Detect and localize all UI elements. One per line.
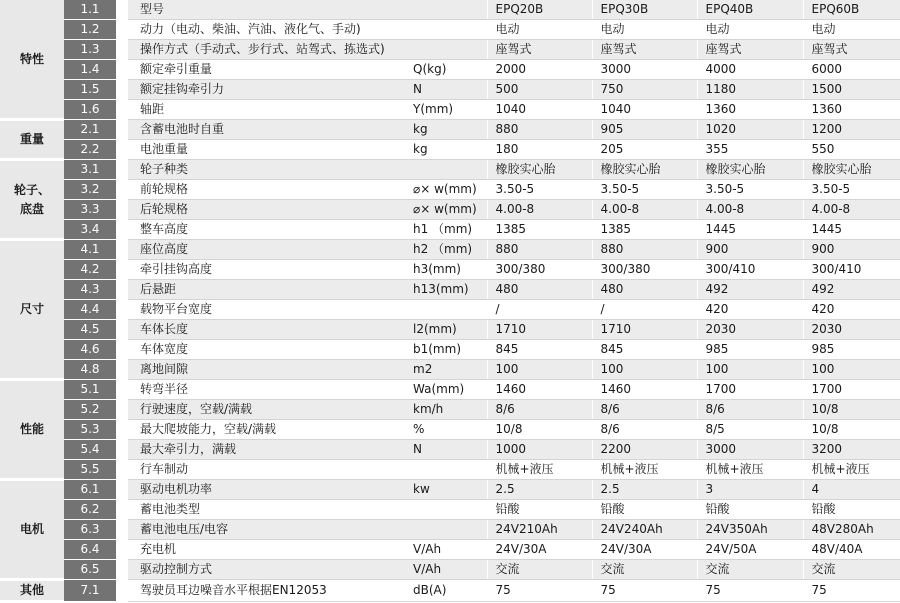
spec-row [0, 560, 900, 580]
model-value: 300/380 [487, 260, 592, 280]
model-value: 24V/30A [592, 540, 697, 560]
gutter [116, 300, 128, 320]
row-number: 6.1 [64, 480, 116, 500]
section-label: 特性 [0, 0, 64, 120]
model-value: 2000 [487, 60, 592, 80]
row-number: 4.8 [64, 360, 116, 380]
spec-row [0, 460, 900, 480]
model-value: 2200 [592, 440, 697, 460]
model-value: 交流 [592, 560, 697, 580]
model-value: 机械+液压 [803, 460, 900, 480]
item-label: 转弯半径 [128, 380, 405, 400]
model-value: 1000 [487, 440, 592, 460]
gutter [116, 20, 128, 40]
unit-label: b1(mm) [405, 340, 487, 360]
unit-label [405, 0, 487, 20]
item-label: 额定牵引重量 [128, 60, 405, 80]
spec-row [0, 520, 900, 540]
item-label: 充电机 [128, 540, 405, 560]
spec-row [0, 300, 900, 320]
spec-row [0, 140, 900, 160]
model-value: 420 [697, 300, 803, 320]
item-label: 车体宽度 [128, 340, 405, 360]
model-value: 3.50-5 [487, 180, 592, 200]
model-value: 1180 [697, 80, 803, 100]
spec-row [0, 60, 900, 80]
model-value: 75 [803, 580, 900, 602]
model-value: 8/6 [697, 400, 803, 420]
model-value: 1360 [697, 100, 803, 120]
model-value: 2.5 [592, 480, 697, 500]
model-value: EPQ20B [487, 0, 592, 20]
item-label: 额定挂钩牵引力 [128, 80, 405, 100]
model-value: 24V350Ah [697, 520, 803, 540]
unit-label: h13(mm) [405, 280, 487, 300]
item-label: 操作方式（手动式、步行式、站驾式、拣选式) [128, 40, 405, 60]
unit-label: h3(mm) [405, 260, 487, 280]
spec-row [0, 40, 900, 60]
model-value: 1040 [592, 100, 697, 120]
model-value: 1385 [487, 220, 592, 240]
item-label: 电池重量 [128, 140, 405, 160]
unit-label: N [405, 440, 487, 460]
model-value: 铅酸 [803, 500, 900, 520]
model-value: 1700 [803, 380, 900, 400]
model-value: 48V/40A [803, 540, 900, 560]
spec-row [0, 320, 900, 340]
item-label: 含蓄电池时自重 [128, 120, 405, 140]
unit-label [405, 160, 487, 180]
gutter [116, 140, 128, 160]
unit-label [405, 20, 487, 40]
row-number: 4.1 [64, 240, 116, 260]
gutter [116, 320, 128, 340]
item-label: 离地间隙 [128, 360, 405, 380]
item-label: 前轮规格 [128, 180, 405, 200]
model-value: 1710 [592, 320, 697, 340]
row-number: 1.6 [64, 100, 116, 120]
model-value: EPQ40B [697, 0, 803, 20]
spec-row [0, 540, 900, 560]
model-value: 1020 [697, 120, 803, 140]
gutter [116, 80, 128, 100]
row-number: 1.1 [64, 0, 116, 20]
model-value: 橡胶实心胎 [697, 160, 803, 180]
unit-label: Wa(mm) [405, 380, 487, 400]
model-value: 电动 [487, 20, 592, 40]
model-value: 985 [697, 340, 803, 360]
row-number: 3.2 [64, 180, 116, 200]
model-value: 3.50-5 [803, 180, 900, 200]
unit-label: V/Ah [405, 560, 487, 580]
model-value: 4 [803, 480, 900, 500]
item-label: 行驶速度，空载/满载 [128, 400, 405, 420]
model-value: 3000 [592, 60, 697, 80]
model-value: 3 [697, 480, 803, 500]
model-value: EPQ60B [803, 0, 900, 20]
model-value: 1700 [697, 380, 803, 400]
unit-label: dB(A) [405, 580, 487, 602]
item-label: 型号 [128, 0, 405, 20]
gutter [116, 580, 128, 602]
model-value: 电动 [592, 20, 697, 40]
model-value: 4.00-8 [487, 200, 592, 220]
gutter [116, 160, 128, 180]
unit-label [405, 460, 487, 480]
unit-label: ⌀× w(mm) [405, 180, 487, 200]
item-label: 最大牵引力，满载 [128, 440, 405, 460]
item-label: 蓄电池类型 [128, 500, 405, 520]
model-value: 2030 [803, 320, 900, 340]
gutter [116, 120, 128, 140]
spec-row [0, 480, 900, 500]
gutter [116, 560, 128, 580]
model-value: 900 [697, 240, 803, 260]
model-value: 电动 [697, 20, 803, 40]
row-number: 5.5 [64, 460, 116, 480]
model-value: 交流 [697, 560, 803, 580]
model-value: 1460 [487, 380, 592, 400]
unit-label: % [405, 420, 487, 440]
row-number: 3.3 [64, 200, 116, 220]
section-label: 电机 [0, 480, 64, 580]
section-label: 其他 [0, 580, 64, 602]
item-label: 牵引挂钩高度 [128, 260, 405, 280]
model-value: 4.00-8 [803, 200, 900, 220]
spec-row [0, 280, 900, 300]
model-value: 48V280Ah [803, 520, 900, 540]
model-value: 铅酸 [592, 500, 697, 520]
model-value: 8/6 [592, 400, 697, 420]
model-value: 1200 [803, 120, 900, 140]
unit-label: N [405, 80, 487, 100]
spec-row [0, 0, 900, 20]
gutter [116, 180, 128, 200]
model-value: 24V/50A [697, 540, 803, 560]
unit-label [405, 300, 487, 320]
model-value: EPQ30B [592, 0, 697, 20]
row-number: 3.1 [64, 160, 116, 180]
spec-row [0, 80, 900, 100]
gutter [116, 240, 128, 260]
unit-label: kw [405, 480, 487, 500]
gutter [116, 280, 128, 300]
row-number: 4.6 [64, 340, 116, 360]
unit-label: Y(mm) [405, 100, 487, 120]
item-label: 后悬距 [128, 280, 405, 300]
gutter [116, 400, 128, 420]
row-number: 4.4 [64, 300, 116, 320]
row-number: 2.1 [64, 120, 116, 140]
model-value: 4000 [697, 60, 803, 80]
row-number: 7.1 [64, 580, 116, 602]
section-label: 尺寸 [0, 240, 64, 380]
unit-label: V/Ah [405, 540, 487, 560]
model-value: 8/5 [697, 420, 803, 440]
gutter [116, 100, 128, 120]
section-label: 重量 [0, 120, 64, 160]
row-number: 5.1 [64, 380, 116, 400]
row-number: 6.3 [64, 520, 116, 540]
item-label: 最大爬坡能力，空载/满载 [128, 420, 405, 440]
model-value: 75 [697, 580, 803, 602]
model-value: 985 [803, 340, 900, 360]
row-number: 5.4 [64, 440, 116, 460]
spec-row [0, 120, 900, 140]
gutter [116, 380, 128, 400]
gutter [116, 260, 128, 280]
spec-row [0, 400, 900, 420]
model-value: 座驾式 [803, 40, 900, 60]
model-value: 3.50-5 [592, 180, 697, 200]
section-label: 性能 [0, 380, 64, 480]
model-value: 880 [592, 240, 697, 260]
model-value: 900 [803, 240, 900, 260]
item-label: 座位高度 [128, 240, 405, 260]
unit-label [405, 40, 487, 60]
model-value: 橡胶实心胎 [487, 160, 592, 180]
item-label: 整车高度 [128, 220, 405, 240]
spec-row [0, 500, 900, 520]
model-value: 75 [487, 580, 592, 602]
model-value: 420 [803, 300, 900, 320]
model-value: 1040 [487, 100, 592, 120]
model-value: 750 [592, 80, 697, 100]
model-value: 8/6 [592, 420, 697, 440]
model-value: 10/8 [803, 420, 900, 440]
spec-row [0, 340, 900, 360]
row-number: 6.4 [64, 540, 116, 560]
model-value: 4.00-8 [592, 200, 697, 220]
model-value: 480 [592, 280, 697, 300]
unit-label: kg [405, 140, 487, 160]
unit-label: h2 （mm) [405, 240, 487, 260]
gutter [116, 460, 128, 480]
spec-row [0, 200, 900, 220]
model-value: 24V240Ah [592, 520, 697, 540]
model-value: 492 [803, 280, 900, 300]
model-value: 355 [697, 140, 803, 160]
model-value: 845 [487, 340, 592, 360]
row-number: 1.2 [64, 20, 116, 40]
model-value: 905 [592, 120, 697, 140]
row-number: 1.4 [64, 60, 116, 80]
gutter [116, 340, 128, 360]
model-value: 3000 [697, 440, 803, 460]
item-label: 车体长度 [128, 320, 405, 340]
model-value: 880 [487, 120, 592, 140]
model-value: 8/6 [487, 400, 592, 420]
model-value: 480 [487, 280, 592, 300]
spec-row [0, 240, 900, 260]
row-number: 4.5 [64, 320, 116, 340]
unit-label: Q(kg) [405, 60, 487, 80]
model-value: 6000 [803, 60, 900, 80]
gutter [116, 360, 128, 380]
model-value: 100 [697, 360, 803, 380]
gutter [116, 540, 128, 560]
gutter [116, 200, 128, 220]
gutter [116, 520, 128, 540]
model-value: 550 [803, 140, 900, 160]
row-number: 4.3 [64, 280, 116, 300]
gutter [116, 40, 128, 60]
spec-row [0, 20, 900, 40]
unit-label: ⌀× w(mm) [405, 200, 487, 220]
spec-row [0, 420, 900, 440]
model-value: 1710 [487, 320, 592, 340]
model-value: 24V/30A [487, 540, 592, 560]
row-number: 3.4 [64, 220, 116, 240]
model-value: 180 [487, 140, 592, 160]
gutter [116, 0, 128, 20]
model-value: 橡胶实心胎 [803, 160, 900, 180]
item-label: 蓄电池电压/电容 [128, 520, 405, 540]
unit-label: m2 [405, 360, 487, 380]
section-label: 轮子、 底盘 [0, 160, 64, 240]
spec-row [0, 440, 900, 460]
model-value: 100 [487, 360, 592, 380]
spec-row [0, 360, 900, 380]
model-value: 座驾式 [697, 40, 803, 60]
model-value: 300/410 [803, 260, 900, 280]
model-value: 300/380 [592, 260, 697, 280]
model-value: 75 [592, 580, 697, 602]
unit-label: km/h [405, 400, 487, 420]
model-value: 3.50-5 [697, 180, 803, 200]
item-label: 轮子种类 [128, 160, 405, 180]
unit-label: l2(mm) [405, 320, 487, 340]
unit-label: h1 （mm) [405, 220, 487, 240]
model-value: 铅酸 [697, 500, 803, 520]
item-label: 驱动控制方式 [128, 560, 405, 580]
model-value: 1500 [803, 80, 900, 100]
gutter [116, 60, 128, 80]
model-value: 交流 [803, 560, 900, 580]
model-value: 1445 [803, 220, 900, 240]
row-number: 1.5 [64, 80, 116, 100]
model-value: 3200 [803, 440, 900, 460]
row-number: 6.2 [64, 500, 116, 520]
model-value: 24V210Ah [487, 520, 592, 540]
model-value: 492 [697, 280, 803, 300]
model-value: 电动 [803, 20, 900, 40]
model-value: 845 [592, 340, 697, 360]
unit-label [405, 500, 487, 520]
item-label: 动力（电动、柴油、汽油、液化气、手动) [128, 20, 405, 40]
model-value: 机械+液压 [592, 460, 697, 480]
gutter [116, 220, 128, 240]
spec-row [0, 220, 900, 240]
item-label: 载物平台宽度 [128, 300, 405, 320]
item-label: 行车制动 [128, 460, 405, 480]
model-value: 交流 [487, 560, 592, 580]
model-value: 机械+液压 [697, 460, 803, 480]
model-value: 1360 [803, 100, 900, 120]
model-value: 100 [803, 360, 900, 380]
model-value: 2030 [697, 320, 803, 340]
row-number: 5.2 [64, 400, 116, 420]
model-value: / [487, 300, 592, 320]
model-value: 500 [487, 80, 592, 100]
item-label: 驱动电机功率 [128, 480, 405, 500]
model-value: 880 [487, 240, 592, 260]
model-value: 机械+液压 [487, 460, 592, 480]
model-value: 2.5 [487, 480, 592, 500]
model-value: 300/410 [697, 260, 803, 280]
spec-row [0, 160, 900, 180]
model-value: 10/8 [487, 420, 592, 440]
row-number: 5.3 [64, 420, 116, 440]
row-number: 6.5 [64, 560, 116, 580]
model-value: 铅酸 [487, 500, 592, 520]
model-value: / [592, 300, 697, 320]
model-value: 4.00-8 [697, 200, 803, 220]
model-value: 1445 [697, 220, 803, 240]
row-number: 2.2 [64, 140, 116, 160]
item-label: 轴距 [128, 100, 405, 120]
gutter [116, 420, 128, 440]
row-number: 4.2 [64, 260, 116, 280]
spec-row [0, 580, 900, 602]
item-label: 后轮规格 [128, 200, 405, 220]
spec-row [0, 100, 900, 120]
gutter [116, 500, 128, 520]
model-value: 1385 [592, 220, 697, 240]
gutter [116, 440, 128, 460]
model-value: 205 [592, 140, 697, 160]
model-value: 橡胶实心胎 [592, 160, 697, 180]
spec-row [0, 380, 900, 400]
item-label: 驾驶员耳边噪音水平根据EN12053 [128, 580, 405, 602]
model-value: 座驾式 [592, 40, 697, 60]
spec-row [0, 180, 900, 200]
model-value: 座驾式 [487, 40, 592, 60]
model-value: 100 [592, 360, 697, 380]
gutter [116, 480, 128, 500]
row-number: 1.3 [64, 40, 116, 60]
model-value: 1460 [592, 380, 697, 400]
unit-label: kg [405, 120, 487, 140]
spec-row [0, 260, 900, 280]
unit-label [405, 520, 487, 540]
model-value: 10/8 [803, 400, 900, 420]
